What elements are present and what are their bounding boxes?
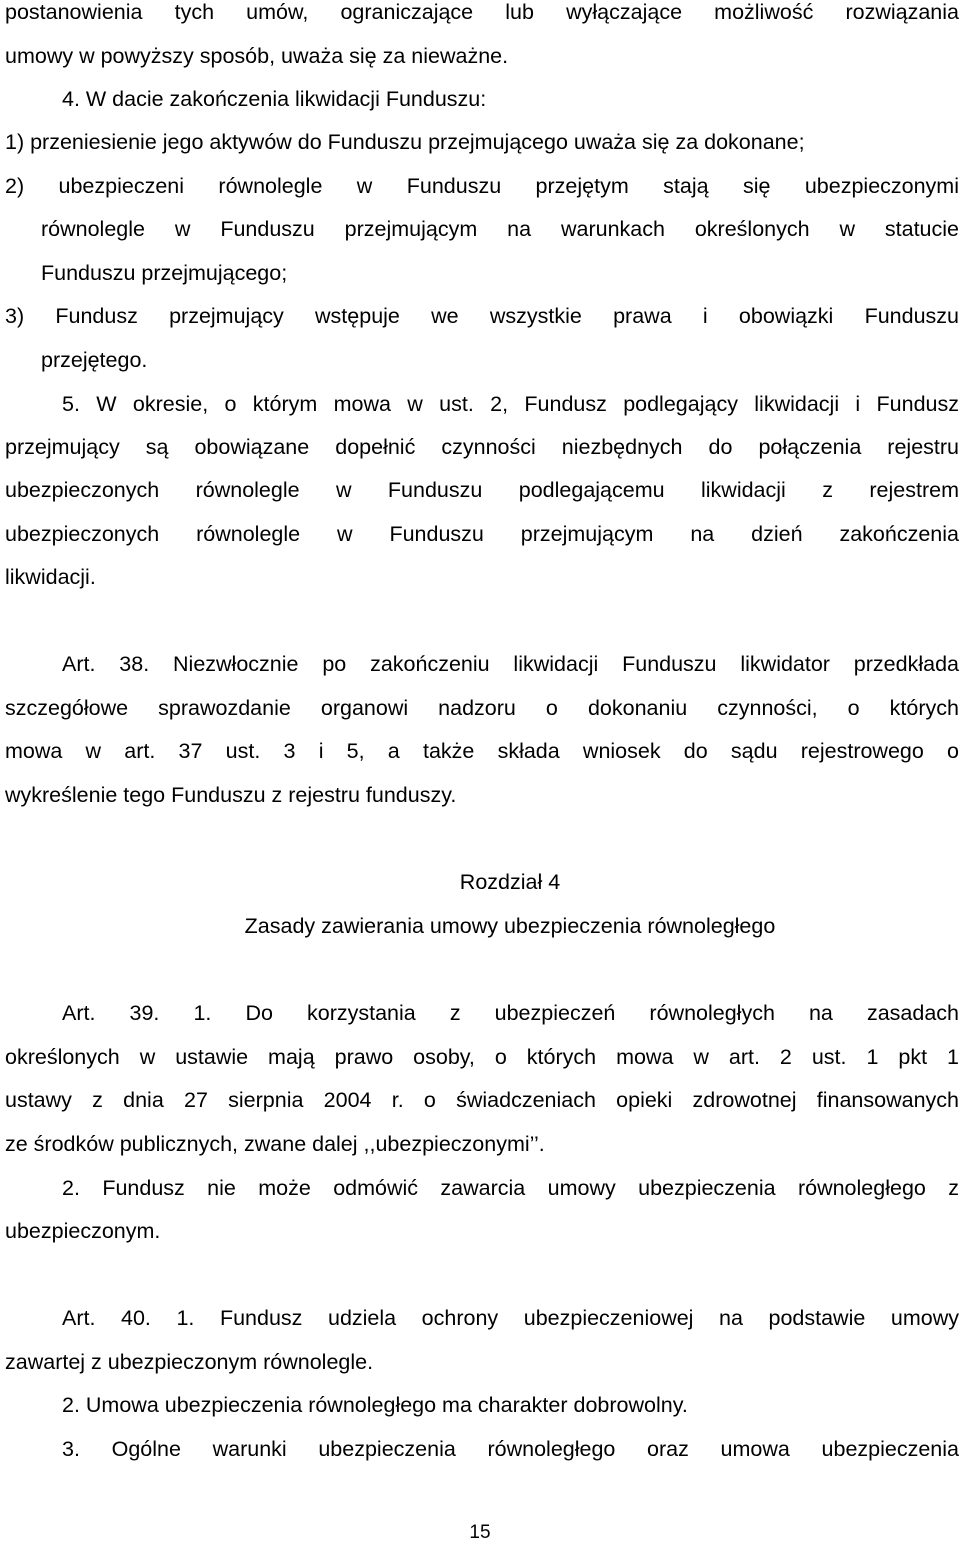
text-line: przejmujący są obowiązane dopełnić czynności niezbędnych do połączenia rejestru: [5, 435, 959, 459]
text-line: 2) ubezpieczeni równolegle w Funduszu przejętym stają się ubezpieczonymi: [5, 174, 959, 198]
text-line: ubezpieczonym.: [5, 1219, 161, 1243]
text-line: umowy w powyższy sposób, uważa się za nieważne.: [5, 44, 509, 68]
chapter-heading: Rozdział 4: [459, 870, 561, 894]
text-line: 1) przeniesienie jego aktywów do Funduszu przejmującego uważa się za dokonane;: [5, 130, 805, 154]
text-line: Art. 39. 1. Do korzystania z ubezpieczeń równoległych na zasadach: [62, 1001, 959, 1025]
text-line: 2. Fundusz nie może odmówić zawarcia umowy ubezpieczenia równoległego z: [62, 1176, 959, 1200]
text-line: Art. 38. Niezwłocznie po zakończeniu likwidacji Funduszu likwidator przedkłada: [62, 652, 959, 676]
text-line: określonych w ustawie mają prawo osoby, o których mowa w art. 2 ust. 1 pkt 1: [5, 1045, 959, 1069]
text-line: 4. W dacie zakończenia likwidacji Funduszu:: [62, 87, 487, 111]
text-line: postanowienia tych umów, ograniczające lub wyłączające możliwość rozwiązania: [5, 0, 959, 24]
text-line: ubezpieczonych równolegle w Funduszu przejmującym na dzień zakończenia: [5, 522, 959, 546]
text-line: ustawy z dnia 27 sierpnia 2004 r. o świadczeniach opieki zdrowotnej finansowanych: [5, 1088, 959, 1112]
text-line: wykreślenie tego Funduszu z rejestru funduszy.: [5, 783, 457, 807]
text-line: Funduszu przejmującego;: [41, 261, 288, 285]
text-line: 3. Ogólne warunki ubezpieczenia równoległego oraz umowa ubezpieczenia: [62, 1437, 959, 1461]
text-line: szczegółowe sprawozdanie organowi nadzoru o dokonaniu czynności, o których: [5, 696, 959, 720]
text-line: przejętego.: [41, 348, 148, 372]
text-line: 2. Umowa ubezpieczenia równoległego ma charakter dobrowolny.: [62, 1393, 688, 1417]
text-line: mowa w art. 37 ust. 3 i 5, a także składa wniosek do sądu rejestrowego o: [5, 739, 959, 763]
text-line: równolegle w Funduszu przejmującym na warunkach określonych w statucie: [41, 217, 959, 241]
page-number: 15: [469, 1522, 491, 1543]
text-line: ze środków publicznych, zwane dalej ,,ubezpieczonymi’’.: [5, 1132, 545, 1156]
text-line: 3) Fundusz przejmujący wstępuje we wszystkie prawa i obowiązki Funduszu: [5, 304, 959, 328]
text-line: ubezpieczonych równolegle w Funduszu podlegającemu likwidacji z rejestrem: [5, 478, 959, 502]
text-line: 5. W okresie, o którym mowa w ust. 2, Fundusz podlegający likwidacji i Fundusz: [62, 392, 959, 416]
text-line: zawartej z ubezpieczonym równolegle.: [5, 1350, 374, 1374]
text-line: likwidacji.: [5, 565, 96, 589]
text-line: Art. 40. 1. Fundusz udziela ochrony ubezpieczeniowej na podstawie umowy: [62, 1306, 959, 1330]
chapter-title: Zasady zawierania umowy ubezpieczenia równoległego: [244, 914, 776, 938]
